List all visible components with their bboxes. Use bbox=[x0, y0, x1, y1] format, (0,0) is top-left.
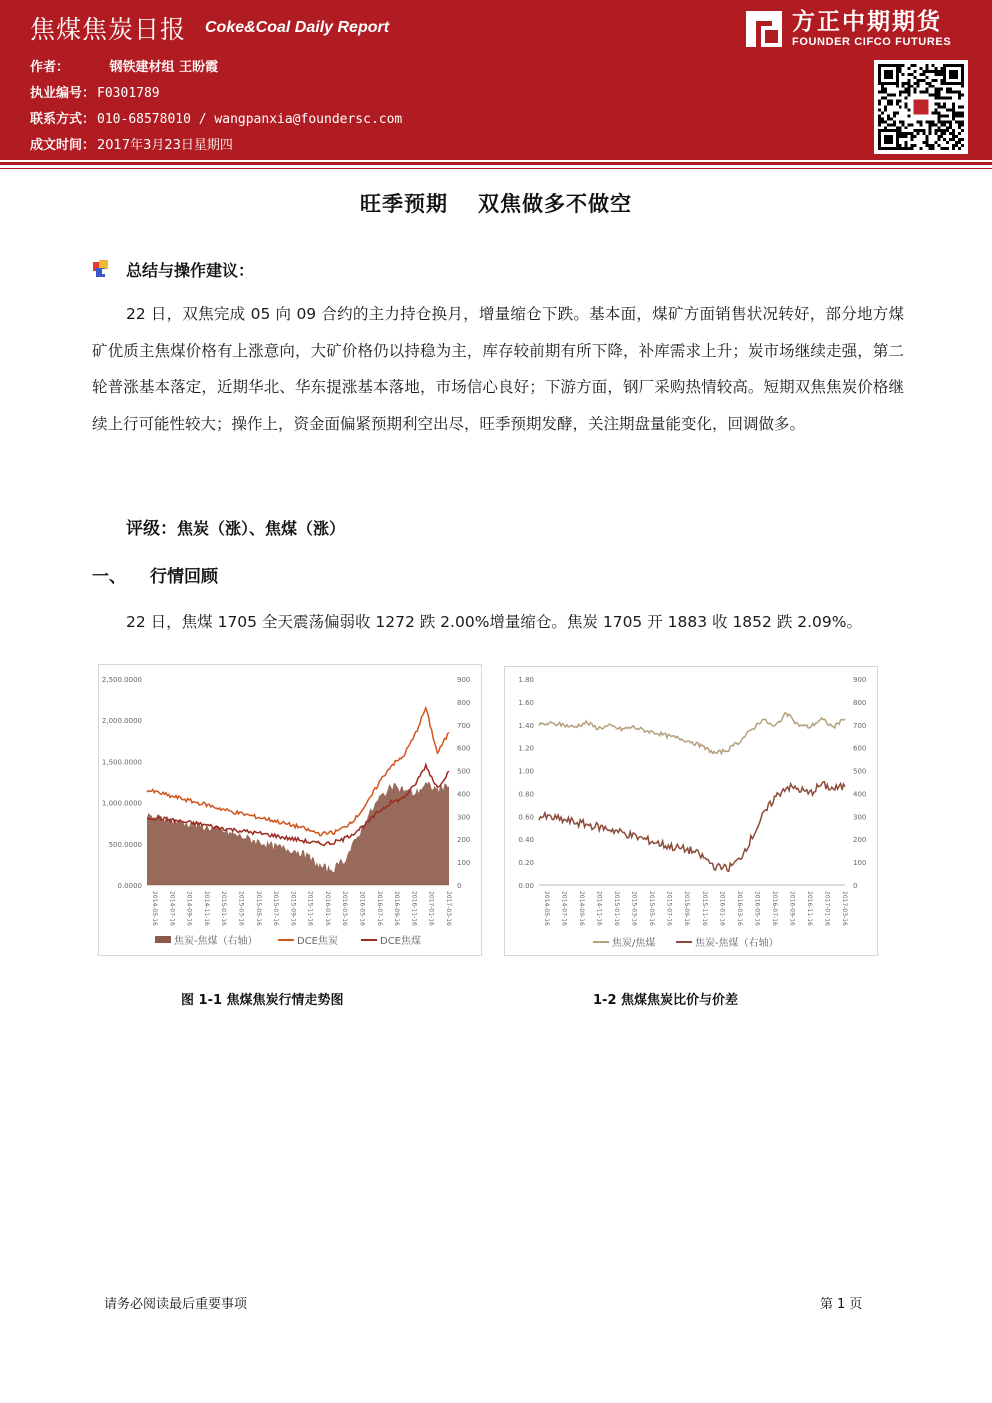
page-title-part2: 双焦做多不做空 bbox=[478, 192, 632, 216]
x-tick-label: 2015-07-16 bbox=[272, 891, 280, 926]
x-tick-label: 2017-03-16 bbox=[445, 891, 452, 926]
legend-label: 焦炭-焦煤（右轴） bbox=[174, 936, 258, 947]
y-left-tick-label: 0.60 bbox=[518, 813, 534, 822]
x-tick-label: 2014-07-16 bbox=[168, 891, 176, 926]
y-left-tick-label: 2,500.0000 bbox=[101, 676, 142, 684]
x-tick-label: 2015-03-16 bbox=[630, 891, 638, 926]
y-right-tick-label: 200 bbox=[853, 836, 867, 845]
rating-label: 评级： bbox=[126, 519, 177, 539]
x-tick-label: 2016-07-16 bbox=[375, 891, 383, 926]
page-number: 1 bbox=[837, 1297, 846, 1312]
y-right-tick-label: 600 bbox=[853, 744, 867, 753]
y-left-tick-label: 1.00 bbox=[518, 767, 534, 776]
y-left-tick-label: 0.40 bbox=[518, 836, 534, 845]
y-left-tick-label: 1.20 bbox=[518, 744, 534, 753]
x-tick-label: 2015-01-16 bbox=[613, 891, 621, 926]
chart1-caption: 图 1-1 焦煤焦炭行情走势图 bbox=[181, 993, 344, 1008]
section-title: 行情回顾 bbox=[150, 567, 218, 587]
y-right-tick-label: 0 bbox=[457, 882, 462, 890]
y-left-tick-label: 2,000.0000 bbox=[101, 717, 142, 726]
x-tick-label: 2014-09-16 bbox=[185, 891, 193, 926]
author-line bbox=[30, 56, 218, 75]
market-review-paragraph bbox=[92, 604, 904, 641]
founder-logo-icon bbox=[744, 9, 784, 49]
legend-swatch bbox=[155, 936, 171, 943]
x-tick-label: 2014-09-16 bbox=[578, 891, 586, 926]
x-tick-label: 2016-01-16 bbox=[718, 891, 726, 926]
y-left-tick-label: 500.0000 bbox=[108, 840, 142, 849]
y-right-tick-label: 800 bbox=[457, 698, 471, 707]
y-left-tick-label: 1,500.0000 bbox=[101, 758, 142, 767]
summary-text: 22 日，双焦完成 05 向 09 合约的主力持仓换月，增量缩仓下跌。基本面，煤矿方面销售状况转好，部分地方煤矿优质主焦煤价格有上涨意向，大矿价格仍以持稳为主，库存较前期有所下降，补库需求上升；炭市场继续走强，第二轮普涨基本落定，近期华北、华东提涨基本落地，市场信心良好；下游方面，钢厂采购热情较高。短期双焦焦炭价格继续上行可能性较大；操作上，资金面偏紧预期利空出尽，旺季预期发酵，关注期盘量能变化，回调做多。 bbox=[92, 305, 904, 433]
y-right-tick-label: 500 bbox=[457, 767, 471, 776]
footer-notice: 请务必阅读最后重要事项 bbox=[104, 1297, 248, 1312]
rating-value: 焦炭（涨）、焦煤（涨） bbox=[177, 519, 346, 538]
report-title-cn: 焦煤焦炭日报 bbox=[30, 15, 187, 44]
x-tick-label: 2016-09-16 bbox=[393, 891, 401, 926]
author-label: 作者： bbox=[30, 60, 70, 75]
y-right-tick-label: 300 bbox=[457, 813, 471, 822]
report-title-en: Coke&Coal Daily Report bbox=[205, 19, 390, 36]
page-suffix: 页 bbox=[849, 1297, 863, 1312]
chart-ratio-spread bbox=[504, 666, 878, 956]
x-tick-label: 2016-05-16 bbox=[358, 891, 366, 926]
x-tick-label: 2016-11-16 bbox=[805, 891, 813, 926]
series-line-0 bbox=[539, 713, 845, 754]
x-tick-label: 2016-07-16 bbox=[770, 891, 778, 926]
date-value: 2017年3月23日星期四 bbox=[97, 138, 233, 153]
contact-line bbox=[30, 108, 402, 127]
y-left-tick-label: 0.20 bbox=[518, 859, 534, 868]
y-right-tick-label: 0 bbox=[853, 882, 858, 890]
y-left-tick-label: 1.40 bbox=[518, 721, 534, 730]
x-tick-label: 2014-11-16 bbox=[202, 891, 210, 926]
x-tick-label: 2015-07-16 bbox=[665, 891, 673, 926]
legend-label: DCE焦炭 bbox=[297, 936, 339, 947]
y-left-tick-label: 0.0000 bbox=[117, 882, 142, 890]
x-tick-label: 2015-05-16 bbox=[254, 891, 262, 926]
x-tick-label: 2016-03-16 bbox=[735, 891, 743, 926]
x-tick-label: 2017-01-16 bbox=[823, 891, 831, 926]
header-divider-thin bbox=[0, 168, 992, 169]
chart-ratio-spread-svg bbox=[505, 667, 877, 955]
page-title-part1: 旺季预期 bbox=[360, 192, 448, 216]
x-tick-label: 2016-05-16 bbox=[753, 891, 761, 926]
market-review-text: 22 日，焦煤 1705 全天震荡偏弱收 1272 跌 2.00%增量缩仓。焦炭 1705 开 1883 收 1852 跌 2.09%。 bbox=[126, 613, 862, 631]
contact-label: 联系方式： bbox=[30, 112, 96, 127]
license-line bbox=[30, 82, 160, 101]
x-tick-label: 2015-11-16 bbox=[700, 891, 708, 926]
y-right-tick-label: 900 bbox=[457, 676, 471, 684]
x-tick-label: 2015-03-16 bbox=[237, 891, 245, 926]
report-header bbox=[0, 0, 992, 160]
y-right-tick-label: 700 bbox=[457, 721, 471, 730]
y-right-tick-label: 100 bbox=[853, 859, 867, 868]
x-tick-label: 2014-07-16 bbox=[560, 891, 568, 926]
legend-label: 焦炭/焦煤 bbox=[612, 938, 656, 949]
series-line-1 bbox=[539, 782, 845, 872]
y-right-tick-label: 100 bbox=[457, 859, 471, 868]
qr-code-icon bbox=[874, 60, 968, 154]
y-left-tick-label: 1.80 bbox=[518, 676, 534, 684]
x-tick-label: 2016-11-16 bbox=[410, 891, 418, 926]
y-left-tick-label: 0.00 bbox=[518, 882, 534, 890]
rating-line bbox=[126, 514, 345, 539]
contact-value[interactable]: 010-68578010 / wangpanxia@foundersc.com bbox=[97, 112, 403, 127]
summary-heading bbox=[92, 258, 254, 281]
section-heading-market-review bbox=[92, 562, 218, 587]
x-tick-label: 2014-11-16 bbox=[595, 891, 603, 926]
y-right-tick-label: 400 bbox=[853, 790, 867, 799]
legend-label: DCE焦煤 bbox=[380, 936, 422, 947]
date-line bbox=[30, 134, 233, 153]
date-label: 成文时间： bbox=[30, 138, 96, 153]
legend-label: 焦炭-焦煤（右轴） bbox=[695, 938, 779, 949]
summary-heading-text: 总结与操作建议： bbox=[126, 261, 255, 280]
x-tick-label: 2015-05-16 bbox=[648, 891, 656, 926]
x-tick-label: 2017-03-16 bbox=[841, 891, 848, 926]
page-prefix: 第 bbox=[820, 1297, 834, 1312]
chart-price-trend bbox=[98, 664, 482, 956]
header-divider bbox=[0, 162, 992, 165]
license-label: 执业编号： bbox=[30, 86, 96, 101]
x-tick-label: 2015-09-16 bbox=[683, 891, 691, 926]
author-value: 钢铁建材组 王盼霞 bbox=[109, 60, 219, 75]
y-right-tick-label: 400 bbox=[457, 790, 471, 799]
y-right-tick-label: 700 bbox=[853, 721, 867, 730]
summary-paragraph bbox=[92, 296, 904, 442]
x-tick-label: 2017-01-16 bbox=[427, 891, 435, 926]
y-left-tick-label: 1.60 bbox=[518, 698, 534, 707]
x-tick-label: 2016-03-16 bbox=[341, 891, 349, 926]
x-tick-label: 2016-09-16 bbox=[788, 891, 796, 926]
chart2-caption: 1-2 焦煤焦炭比价与价差 bbox=[593, 993, 739, 1008]
y-right-tick-label: 300 bbox=[853, 813, 867, 822]
section-number: 一、 bbox=[92, 567, 126, 587]
x-tick-label: 2015-01-16 bbox=[220, 891, 228, 926]
license-value: F0301789 bbox=[97, 86, 160, 101]
y-left-tick-label: 0.80 bbox=[518, 790, 534, 799]
x-tick-label: 2015-11-16 bbox=[306, 891, 314, 926]
x-tick-label: 2015-09-16 bbox=[289, 891, 297, 926]
x-tick-label: 2016-01-16 bbox=[323, 891, 331, 926]
y-right-tick-label: 200 bbox=[457, 836, 471, 845]
logo-name-en: FOUNDER CIFCO FUTURES bbox=[792, 36, 952, 48]
footer-page-number bbox=[818, 1293, 864, 1312]
y-right-tick-label: 500 bbox=[853, 767, 867, 776]
x-tick-label: 2014-05-16 bbox=[151, 891, 158, 926]
page-title bbox=[0, 188, 992, 218]
logo-name-cn: 方正中期期货 bbox=[792, 9, 942, 35]
colored-squares-bullet-icon bbox=[92, 259, 114, 281]
chart-price-trend-svg bbox=[99, 665, 481, 955]
y-right-tick-label: 600 bbox=[457, 744, 471, 753]
company-logo bbox=[744, 6, 951, 52]
y-right-tick-label: 900 bbox=[853, 676, 867, 684]
y-right-tick-label: 800 bbox=[853, 698, 867, 707]
y-left-tick-label: 1,000.0000 bbox=[101, 799, 142, 808]
x-tick-label: 2014-05-16 bbox=[543, 891, 550, 926]
